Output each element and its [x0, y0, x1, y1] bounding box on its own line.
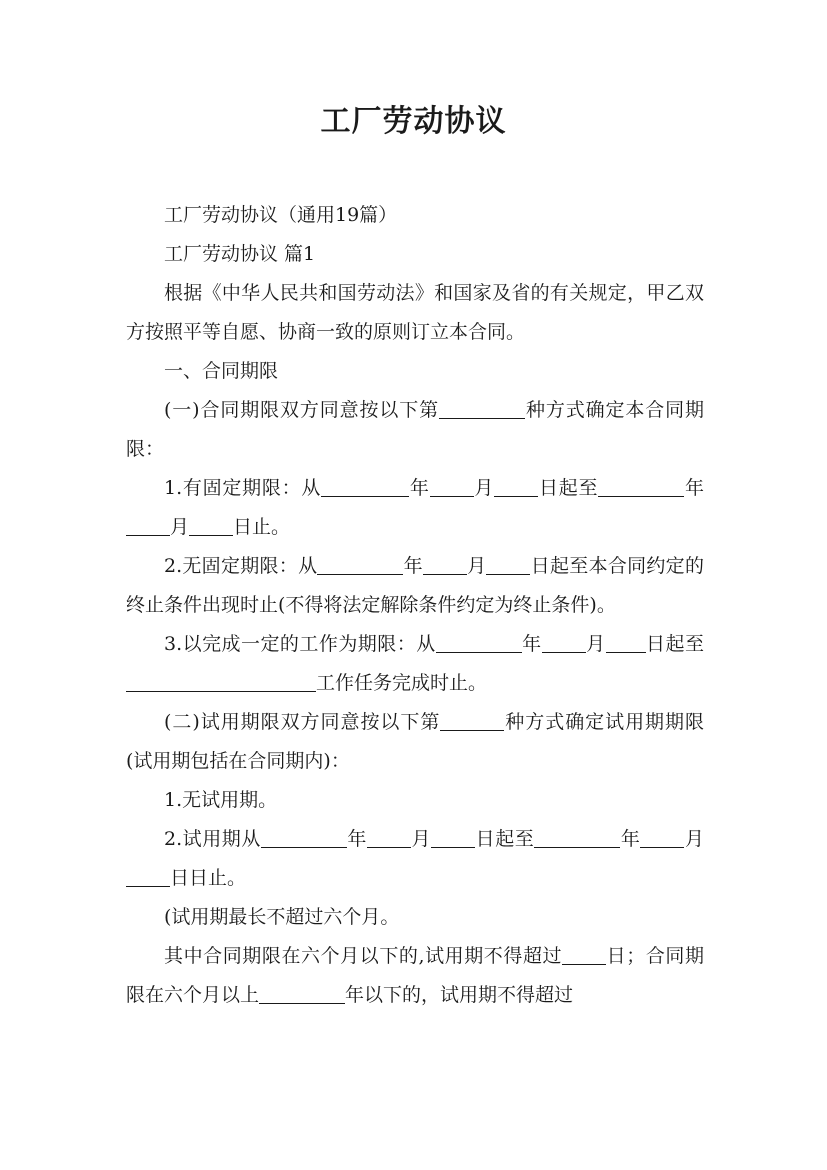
paragraph-text: 其中合同期限在六个月以下的,试用期不得超过: [164, 945, 563, 967]
paragraph-text: 工厂劳动协议 篇1: [164, 243, 316, 265]
fill-in-blank[interactable]: [440, 711, 504, 731]
paragraph-text: 种方式确定试用期期限(试用期包括在合同期内)：: [126, 711, 704, 772]
fill-in-blank[interactable]: [606, 633, 646, 653]
paragraph-text: 年: [346, 828, 367, 850]
paragraph-text: 一、合同期限: [164, 360, 279, 382]
paragraph-text: 月: [684, 828, 704, 850]
paragraph-text: 年: [521, 633, 542, 655]
fill-in-blank[interactable]: [430, 477, 474, 497]
paragraph-text: 2.试用期从: [164, 828, 261, 850]
fill-in-blank[interactable]: [321, 477, 409, 497]
paragraph-probation-method: [126, 703, 704, 781]
fill-in-blank[interactable]: [598, 477, 684, 497]
fill-in-blank[interactable]: [259, 984, 345, 1004]
paragraph-probation-limits: [126, 937, 704, 1015]
paragraph-text: 2.无固定期限：从: [164, 555, 318, 577]
paragraph-text: 年: [684, 477, 704, 499]
paragraph-text: 月: [466, 555, 487, 577]
paragraph-probation-max: [126, 898, 704, 937]
fill-in-blank[interactable]: [261, 828, 347, 848]
paragraph-text: 工作任务完成时止。: [316, 672, 488, 694]
fill-in-blank[interactable]: [126, 516, 170, 536]
paragraph-text: 日起至: [538, 477, 599, 499]
paragraph-text: 日止。: [233, 516, 291, 538]
fill-in-blank[interactable]: [534, 828, 620, 848]
paragraph-text: 根据《中华人民共和国劳动法》和国家及省的有关规定，甲乙双方按照平等自愿、协商一致的原则订立本合同。: [126, 282, 704, 343]
paragraph-term-method: [126, 391, 704, 469]
fill-in-blank[interactable]: [126, 867, 170, 887]
paragraph-text: 年: [403, 555, 423, 577]
paragraph-text: 日起至本合同约定的终止条件出现时止(不得将法定解除条件约定为终止条件)。: [126, 555, 704, 616]
paragraph-text: 日；合同期限在六个月以上: [126, 945, 704, 1006]
fill-in-blank[interactable]: [640, 828, 684, 848]
paragraph-intro: [126, 274, 704, 352]
paragraph-text: 月: [410, 828, 432, 850]
paragraph-probation-period: [126, 820, 704, 898]
fill-in-blank[interactable]: [317, 555, 403, 575]
paragraph-task-term: [126, 625, 704, 703]
fill-in-blank[interactable]: [486, 555, 530, 575]
paragraph-text: 年: [409, 477, 430, 499]
fill-in-blank[interactable]: [542, 633, 586, 653]
fill-in-blank[interactable]: [562, 945, 606, 965]
paragraph-open-term: [126, 547, 704, 625]
paragraph-text: (试用期最长不超过六个月。: [164, 906, 400, 928]
fill-in-blank[interactable]: [436, 633, 522, 653]
paragraph-text: 3.以完成一定的工作为期限：从: [164, 633, 436, 655]
paragraph-text: 1.无试用期。: [164, 789, 278, 811]
fill-in-blank[interactable]: [423, 555, 467, 575]
paragraph-text: 日起至: [475, 828, 535, 850]
fill-in-blank[interactable]: [367, 828, 411, 848]
paragraph-fixed-term: [126, 469, 704, 547]
paragraph-text: (二)试用期限双方同意按以下第: [164, 711, 441, 733]
paragraph-text: 日起至: [645, 633, 704, 655]
fill-in-blank[interactable]: [494, 477, 538, 497]
document-body: [126, 196, 704, 1015]
paragraph-contract-term-heading: [126, 352, 704, 391]
paragraph-text: 月: [473, 477, 495, 499]
paragraph-text: (一)合同期限双方同意按以下第: [164, 399, 440, 421]
paragraph-subtitle: [126, 196, 704, 235]
fill-in-blank[interactable]: [126, 672, 316, 692]
fill-in-blank[interactable]: [431, 828, 475, 848]
fill-in-blank[interactable]: [439, 399, 525, 419]
paragraph-text: 年以下的，试用期不得超过: [345, 984, 574, 1006]
paragraph-section-heading: [126, 235, 704, 274]
paragraph-text: 种方式确定本合同期限：: [126, 399, 704, 460]
paragraph-text: 工厂劳动协议（通用19篇）: [164, 204, 398, 226]
paragraph-text: 月: [170, 516, 190, 538]
paragraph-text: 日日止。: [170, 867, 247, 889]
paragraph-no-probation: [126, 781, 704, 820]
paragraph-text: 年: [620, 828, 641, 850]
paragraph-text: 1.有固定期限：从: [164, 477, 322, 499]
fill-in-blank[interactable]: [189, 516, 233, 536]
paragraph-text: 月: [585, 633, 606, 655]
document-title: 工厂劳动协议: [320, 104, 507, 139]
